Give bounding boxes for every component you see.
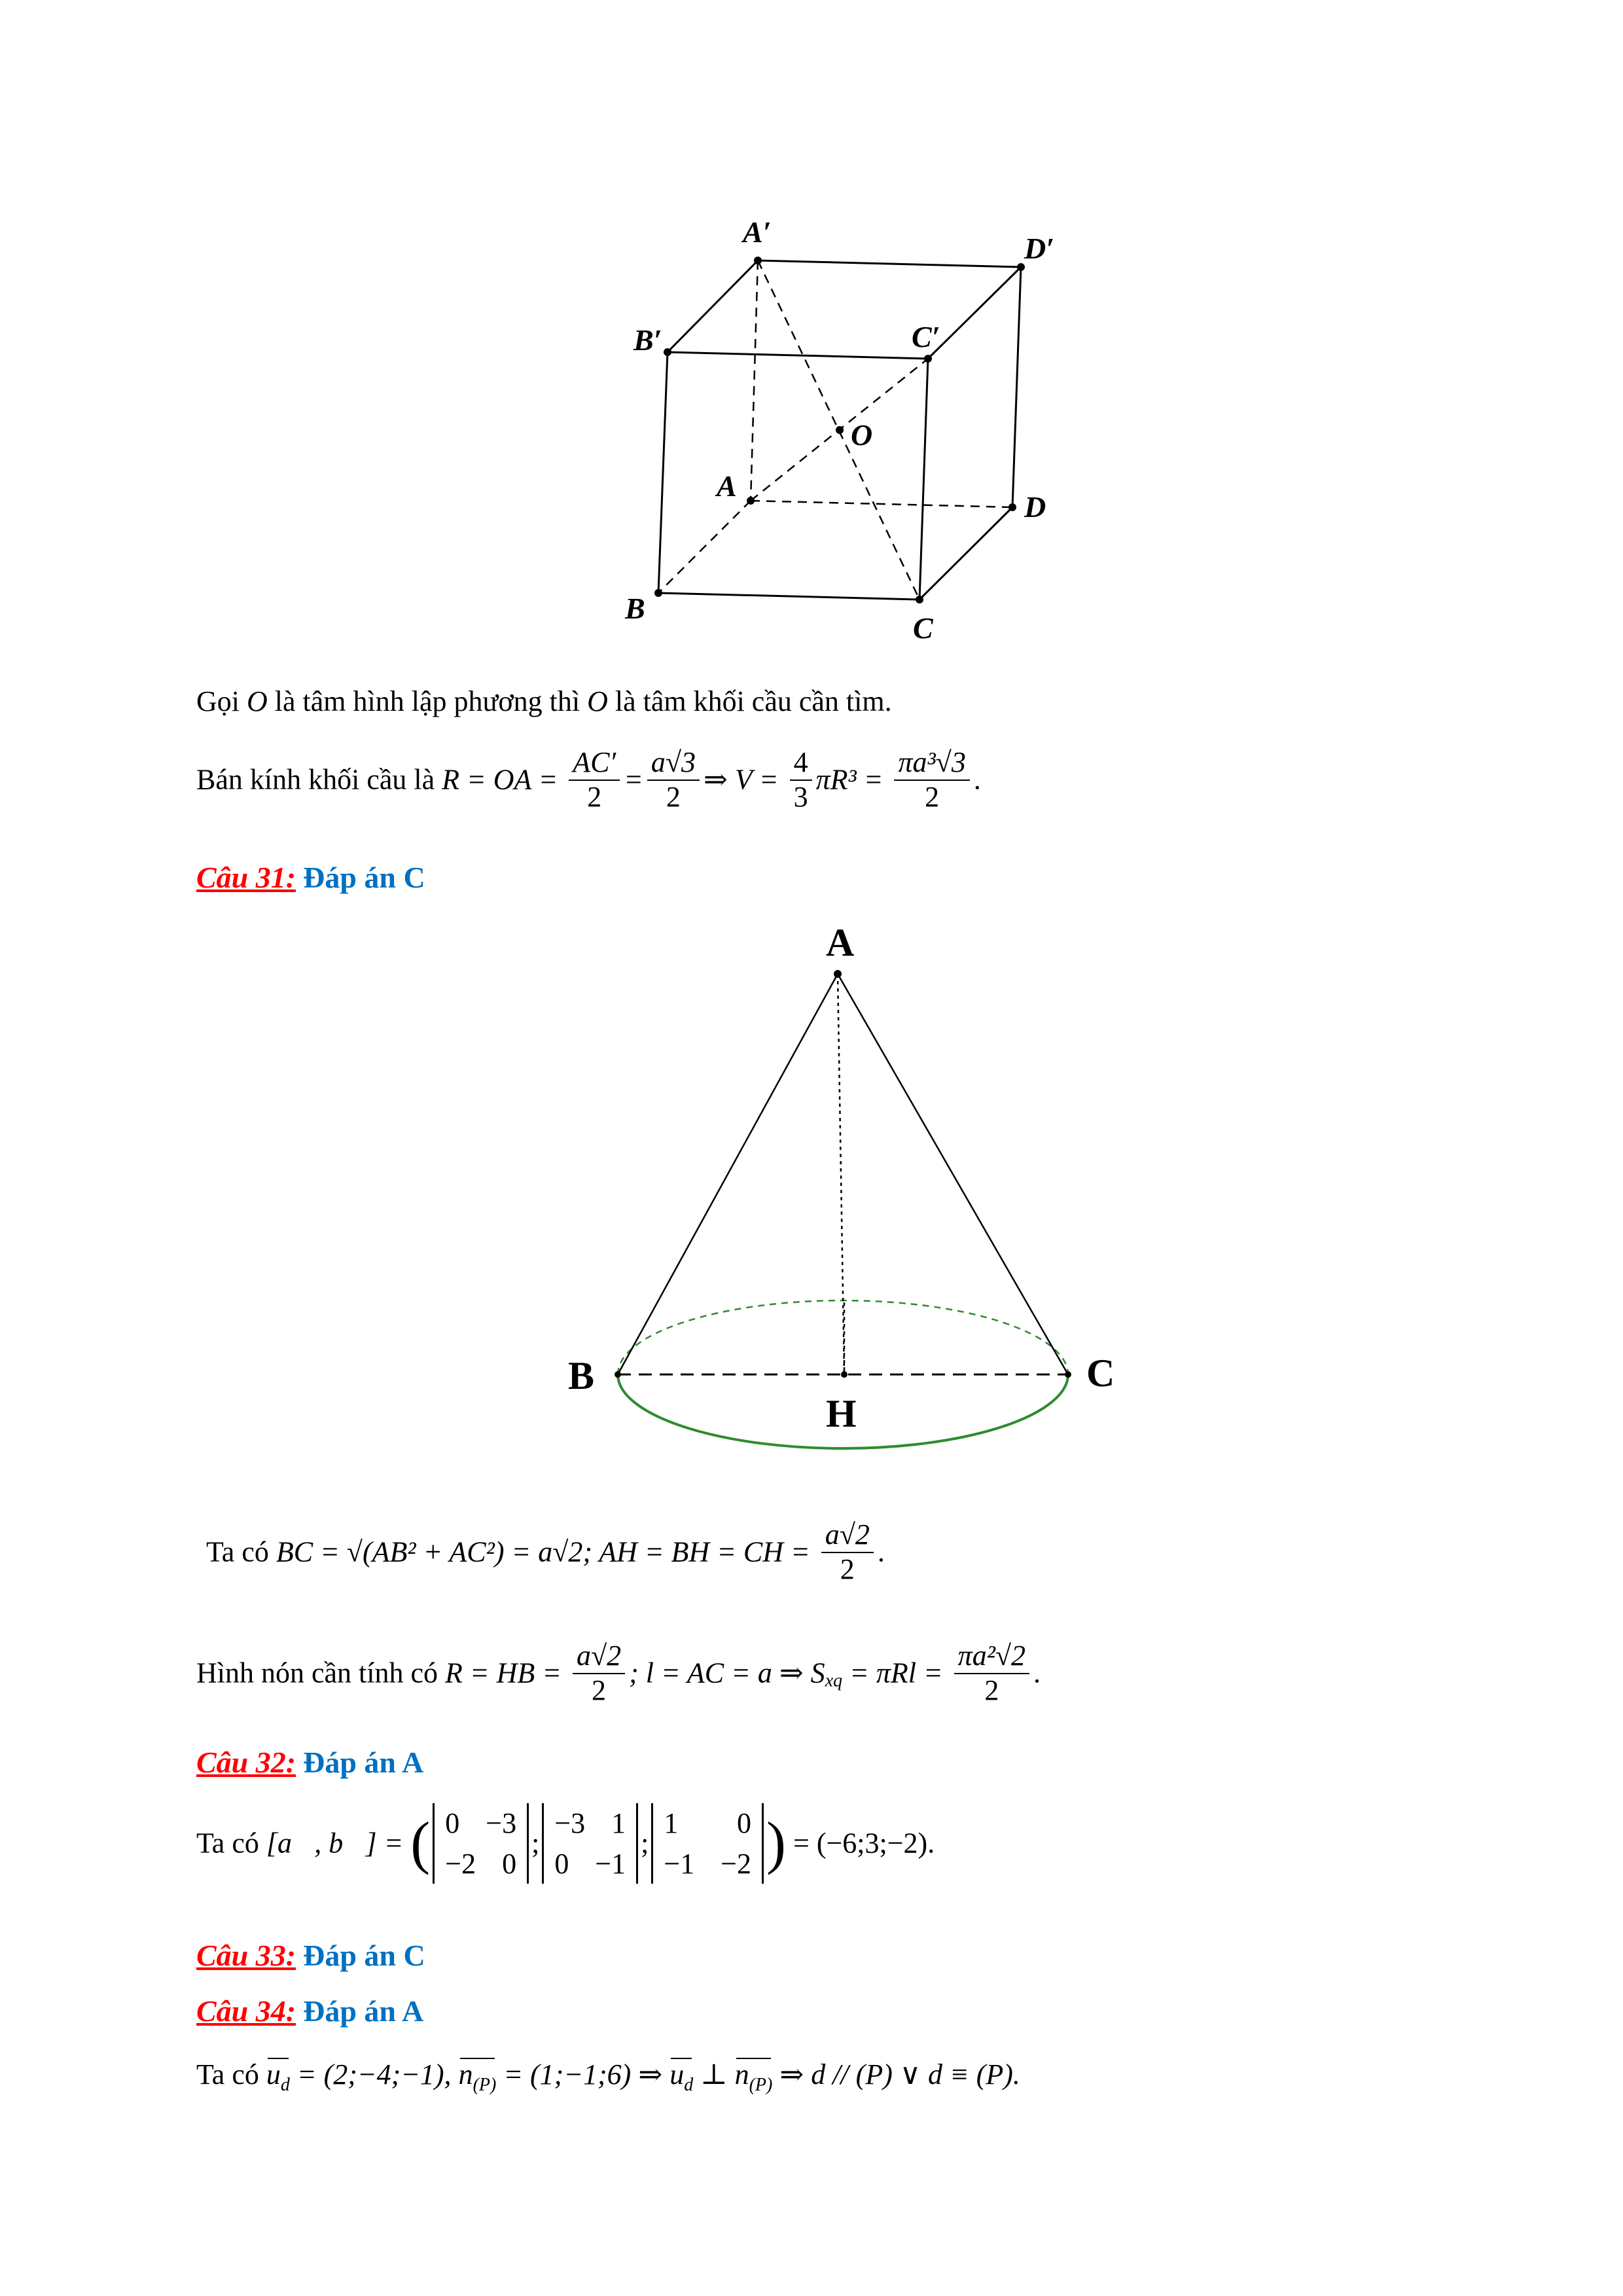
formula-part: = (2;−4;−1), <box>289 2058 459 2090</box>
text: . <box>973 763 981 796</box>
text: Gọi <box>196 685 247 717</box>
fraction <box>954 1640 1029 1707</box>
cell: −3 <box>554 1807 586 1839</box>
question-33-header <box>196 1941 425 1971</box>
cell: −1 <box>664 1847 695 1880</box>
numerator: 4 <box>790 746 812 781</box>
formula-part: ; l = AC = a ⇒ S <box>629 1657 825 1689</box>
formula-part: = πRl = <box>842 1657 950 1689</box>
sphere-center-text <box>196 687 892 716</box>
cube-figure <box>589 196 1113 668</box>
text: . <box>877 1535 885 1568</box>
cell: −3 <box>486 1807 517 1839</box>
formula-part: BC = √(AB² + AC²) = a√2; AH = BH = CH = <box>276 1535 817 1568</box>
label-c: C <box>913 611 933 645</box>
formula-part: R = OA = <box>442 763 565 796</box>
cell: 0 <box>445 1807 460 1839</box>
cell: 0 <box>554 1847 569 1880</box>
numerator: a√2 <box>573 1640 625 1674</box>
vector-n <box>459 2060 497 2094</box>
question-label: Câu 31: <box>196 861 296 894</box>
fraction <box>894 746 969 814</box>
sphere-radius-formula: Bán kính khối cầu là R = OA = $\frac{AC'}{2}$ = $\frac{a√3}{2}$ ⇒ V = $\frac{4}{3}$ πR³ = $\frac{\text{πa³√3}}{2}$ . <box>196 746 981 813</box>
cone-bc-formula <box>206 1518 885 1586</box>
formula-part: R = HB = <box>445 1657 569 1689</box>
determinant-1 <box>433 1803 529 1884</box>
formula-part: [a⃗, b⃗] = <box>266 1827 411 1859</box>
subscript: d <box>684 2074 694 2095</box>
denominator: 2 <box>925 780 940 813</box>
cone-label-c: C <box>1086 1352 1115 1395</box>
cone-label-b: B <box>568 1354 595 1397</box>
subscript: (P) <box>473 2074 497 2095</box>
denominator: 2 <box>666 780 681 813</box>
formula-part: ⇒ d // (P) ∨ d ≡ (P). <box>772 2058 1020 2090</box>
denominator: 2 <box>984 1674 999 1706</box>
label-d-prime: D′ <box>1024 232 1055 265</box>
cone-label-h: H <box>826 1392 857 1435</box>
text: là tâm khối cầu cần tìm. <box>607 685 892 717</box>
fraction <box>821 1518 874 1586</box>
formula-part: ⇒ V = <box>703 763 786 796</box>
cone-label-a: A <box>826 921 855 964</box>
denominator: 2 <box>587 780 602 813</box>
subscript: xq <box>825 1670 843 1691</box>
cell: 1 <box>664 1807 679 1839</box>
fraction <box>573 1640 625 1707</box>
text: Ta có <box>206 1535 276 1568</box>
text: Hình nón cần tính có <box>196 1657 446 1689</box>
cell: −1 <box>595 1847 626 1880</box>
question-34-header <box>196 1996 423 2026</box>
subscript: (P) <box>749 2074 773 2095</box>
text: Bán kính khối cầu là <box>196 763 442 796</box>
cell: 0 <box>737 1807 752 1839</box>
text: Ta có <box>196 1827 266 1859</box>
text: . <box>1033 1657 1041 1689</box>
answer-label: Đáp án A <box>303 1994 424 2028</box>
cross-product-formula: Ta có [a⃗, b⃗] = ( 0 −3 −2 0 ; −3 1 0 −1 ; 1 0 −1 −2 ) = (−6;3;−2). <box>196 1803 935 1884</box>
fraction <box>647 746 700 814</box>
numerator: πa³√3 <box>894 746 969 781</box>
label-o: O <box>851 418 873 452</box>
numerator: a√2 <box>821 1518 874 1553</box>
denominator: 2 <box>592 1674 607 1706</box>
determinant-3 <box>651 1803 764 1884</box>
question-label: Câu 33: <box>196 1939 296 1972</box>
answer-label: Đáp án A <box>303 1746 424 1779</box>
vector-u <box>669 2060 693 2094</box>
determinant-2 <box>542 1803 638 1884</box>
text: Ta có <box>196 2058 266 2090</box>
numerator: a√3 <box>647 746 700 781</box>
cell: −2 <box>445 1847 476 1880</box>
fraction <box>569 746 620 814</box>
cell: 0 <box>502 1847 517 1880</box>
formula-part: πR³ = <box>815 763 891 796</box>
vector-symbol: n <box>458 2058 473 2090</box>
question-31-header <box>196 863 425 893</box>
question-label: Câu 34: <box>196 1994 296 2028</box>
fraction <box>790 746 812 814</box>
vector-symbol: u <box>669 2058 685 2090</box>
vector-symbol: u <box>266 2058 281 2090</box>
cell: 1 <box>611 1807 626 1839</box>
text: là tâm hình lập phương thì <box>267 685 588 717</box>
vector-symbol: n <box>734 2058 749 2090</box>
label-b: B <box>625 592 645 625</box>
numerator: AC′ <box>569 746 620 781</box>
denominator: 2 <box>840 1552 855 1585</box>
numerator: πa²√2 <box>954 1640 1029 1674</box>
subscript: d <box>280 2074 290 2095</box>
question-label: Câu 32: <box>196 1746 296 1779</box>
label-c-prime: C′ <box>912 320 940 353</box>
vector-u <box>266 2060 290 2094</box>
formula-part: = (−6;3;−2). <box>786 1827 935 1859</box>
denominator: 3 <box>793 780 808 813</box>
label-b-prime: B′ <box>633 323 662 357</box>
formula-part: ⊥ <box>693 2058 735 2090</box>
formula-part: = (1;−1;6) ⇒ <box>496 2058 670 2090</box>
cell: −2 <box>721 1847 752 1880</box>
answer-label: Đáp án C <box>303 861 425 894</box>
label-d: D <box>1024 490 1046 524</box>
var-o: O <box>587 685 608 717</box>
cone-figure <box>556 903 1145 1466</box>
question-32-header <box>196 1748 423 1778</box>
var-o: O <box>247 685 268 717</box>
answer-label: Đáp án C <box>303 1939 425 1972</box>
cone-area-formula <box>196 1640 1041 1707</box>
line-plane-relation <box>196 2060 1020 2094</box>
label-a: A <box>717 469 737 503</box>
vector-n <box>735 2060 773 2094</box>
label-a-prime: A′ <box>743 215 772 249</box>
